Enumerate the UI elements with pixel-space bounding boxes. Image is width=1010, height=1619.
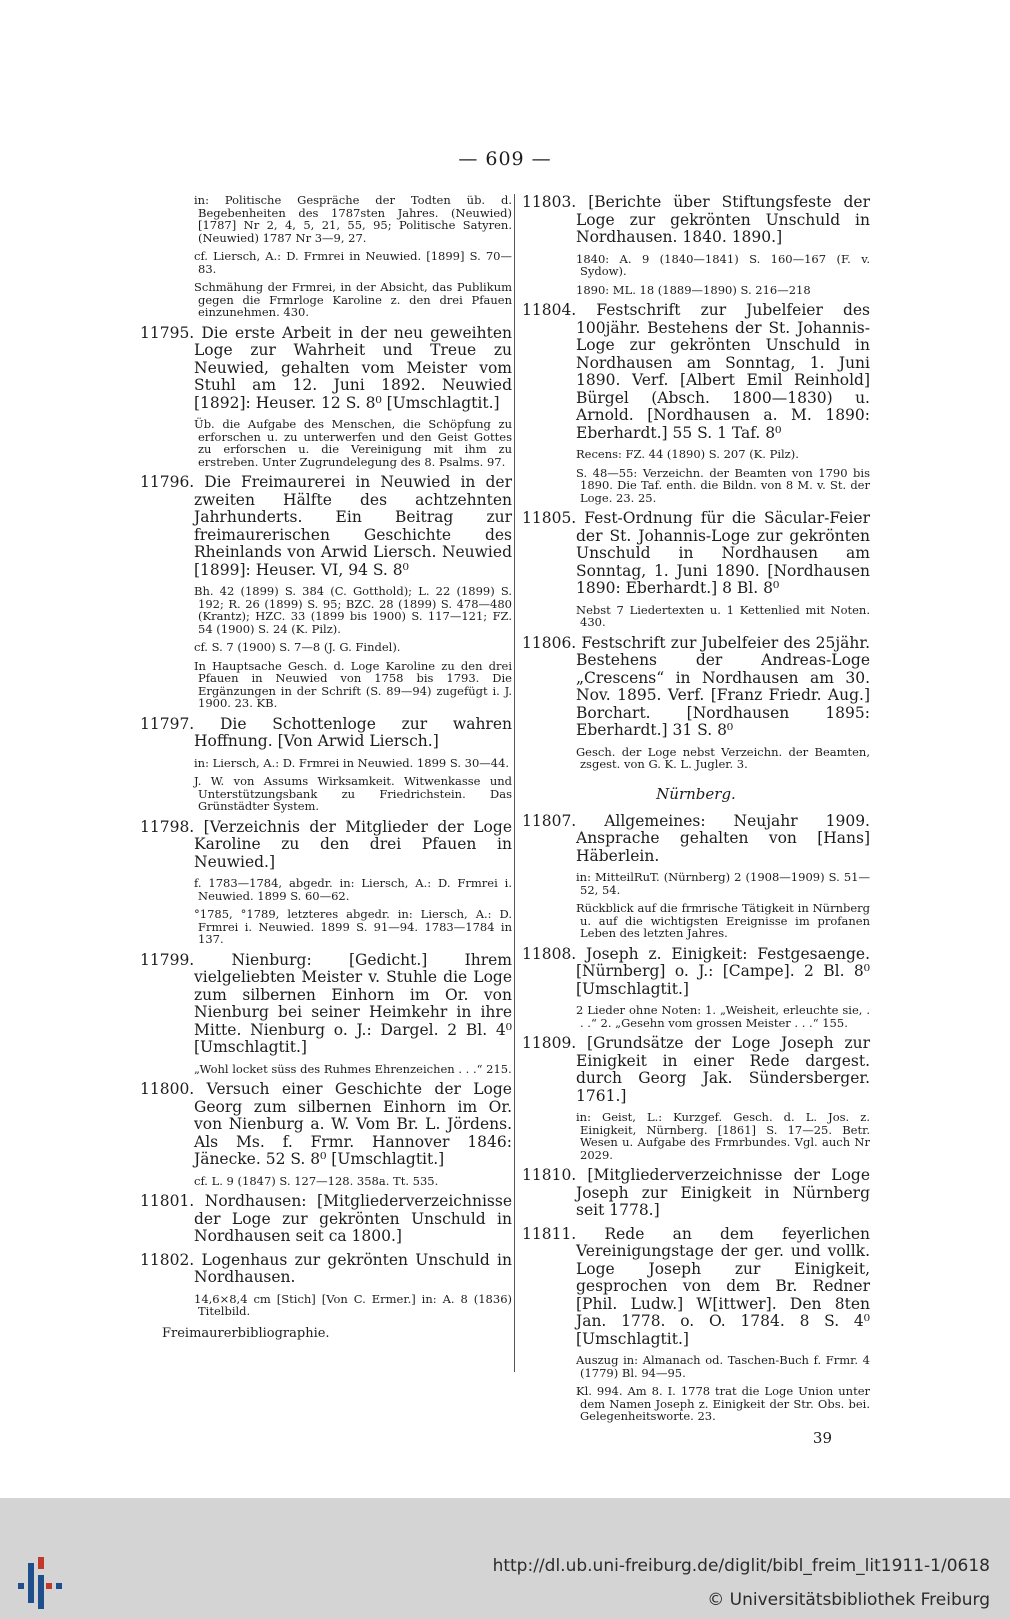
entry-annotation: „Wohl locket süss des Ruhmes Ehrenzeichen . . .“ 215.: [194, 1061, 512, 1076]
bibliography-entry: 11803. [Berichte über Stiftungsfeste der Loge zur gekrönten Unschuld in Nordhausen. 1840. 1890.]: [522, 193, 870, 246]
entry-annotation: Rückblick auf die frmrische Tätigkeit in Nürnberg u. auf die wichtigsten Ereignisse im profanen Leben des letzten Jahres.: [576, 901, 870, 940]
entry-annotation: Schmähung der Frmrei, in der Absicht, das Publikum gegen die Frmrloge Karoline z. den drei Pfauen einzunehmen. 430.: [194, 280, 512, 319]
entry-annotation: in: Politische Gespräche der Todten üb. d. Begebenheiten des 1787sten Jahres. (Neuwied) [1787] Nr 2, 4, 5, 21, 55, 95; Politische Satyren. (Neuwied) 1787 Nr 3—9, 27.: [194, 193, 512, 245]
bibliography-entry: 11796. Die Freimaurerei in Neuwied in der zweiten Hälfte des achtzehnten Jahrhunderts. Ein Beitrag zur freimaurerischen Geschichte des Rheinlands von Arwid Liersch. Neuwied [1899]: Heuser. VI, 94 S. 8⁰: [140, 473, 512, 579]
copyright-notice: © Universitätsbibliothek Freiburg: [707, 1590, 990, 1610]
entry-annotation: 14,6×8,4 cm [Stich] [Von C. Ermer.] in: A. 8 (1836) Titelbild.: [194, 1291, 512, 1318]
entry-annotation: °1785, °1789, letzteres abgedr. in: Liersch, A.: D. Frmrei i. Neuwied. 1899 S. 91—94. 1783—1784 in 137.: [194, 907, 512, 946]
entry-annotation: Kl. 994. Am 8. I. 1778 trat die Loge Union unter dem Namen Joseph z. Einigkeit der Str. Obs. bei. Gelegenheitsworte. 23.: [576, 1384, 870, 1423]
bibliography-entry: 11804. Festschrift zur Jubelfeier des 100jähr. Bestehens der St. Johannis-Loge zur gekrönten Unschuld in Nordhausen am Sonntag, 1. Juni 1890. Verf. [Albert Emil Reinhold] Bürgel (Absch. 1800—1830) u. Arnold. [Nordhausen a. M. 1890: Eberhardt.] 55 S. 1 Taf. 8⁰: [522, 301, 870, 442]
entry-annotation: S. 48—55: Verzeichn. der Beamten von 1790 bis 1890. Die Taf. enth. die Bildn. von 8 M. v. St. der Loge. 23. 25.: [576, 465, 870, 505]
bibliography-entry: 11800. Versuch einer Geschichte der Loge Georg zum silbernen Einhorn im Or. von Nienburg a. W. Vom Br. L. Jördens. Als Ms. f. Frmr. Hannover 1846: Jänecke. 52 S. 8⁰ [Umschlagtit.]: [140, 1080, 512, 1168]
bibliography-entry: 11808. Joseph z. Einigkeit: Festgesaenge. [Nürnberg] o. J.: [Campe]. 2 Bl. 8⁰ [Umschlagtit.]: [522, 944, 870, 998]
entry-annotation: 1840: A. 9 (1840—1841) S. 160—167 (F. v. Sydow).: [576, 251, 870, 278]
right-column: [522, 194, 870, 1447]
bibliography-entry: 11811. Rede an dem feyerlichen Vereinigungstage der ger. und vollk. Loge Joseph zur Einigkeit, gesprochen von dem Br. Redner [Phil. Ludw.] W[ittwer]. Den 8ten Jan. 1778. o. O. 1784. 8 S. 4⁰ [Umschlagtit.]: [522, 1224, 870, 1348]
column-divider: [514, 194, 515, 1372]
bibliography-entry: 11810. [Mitgliederverzeichnisse der Loge Joseph zur Einigkeit in Nürnberg seit 1778.]: [522, 1166, 870, 1219]
bibliography-entry: 11806. Festschrift zur Jubelfeier des 25jähr. Bestehens der Andreas-Loge „Crescens“ in Nordhausen am 30. Nov. 1895. Verf. [Franz Friedr. Aug.] Borchart. [Nordhausen 1895: Eberhardt.] 31 S. 8⁰: [522, 633, 870, 739]
entry-annotation: Nebst 7 Liedertexten u. 1 Kettenlied mit Noten. 430.: [576, 602, 870, 629]
entry-annotation: Gesch. der Loge nebst Verzeichn. der Beamten, zsgest. von G. K. L. Jugler. 3.: [576, 744, 870, 771]
entry-annotation: in: Geist, L.: Kurzgef. Gesch. d. L. Jos. z. Einigkeit, Nürnberg. [1861] S. 17—25. Betr. Wesen u. Aufgabe des Frmrbundes. Vgl. auch Nr 2029.: [576, 1110, 870, 1162]
entry-annotation: Auszug in: Almanach od. Taschen-Buch f. Frmr. 4 (1779) Bl. 94—95.: [576, 1353, 870, 1380]
bibliography-entry: 11802. Logenhaus zur gekrönten Unschuld in Nordhausen.: [140, 1250, 512, 1286]
bibliography-entry: 11807. Allgemeines: Neujahr 1909. Ansprache gehalten von [Hans] Häberlein.: [522, 811, 870, 865]
signature-mark: Freimaurerbibliographie.: [162, 1325, 330, 1341]
bibliography-entry: 11799. Nienburg: [Gedicht.] Ihrem vielgeliebten Meister v. Stuhle die Loge zum silbernen Einhorn im Or. von Nienburg bei seiner Heimkehr in ihre Mitte. Nienburg o. J.: Dargel. 2 Bl. 4⁰ [Umschlagtit.]: [140, 950, 512, 1056]
bibliography-entry: 11795. Die erste Arbeit in der neu geweihten Loge zur Wahrheit und Treue zu Neuwied, gehalten vom Meister vom Stuhl am 12. Juni 1892. Neuwied [1892]: Heuser. 12 S. 8⁰ [Umschlagtit.]: [140, 323, 512, 412]
document-url-link[interactable]: http://dl.ub.uni-freiburg.de/diglit/bibl_freim_lit1911-1/0618: [492, 1556, 990, 1576]
entry-annotation: in: Liersch, A.: D. Frmrei in Neuwied. 1899 S. 30—44.: [194, 755, 510, 770]
entry-annotation: in: MitteilRuT. (Nürnberg) 2 (1908—1909) S. 51—52, 54.: [576, 870, 870, 897]
bibliography-entry: 11798. [Verzeichnis der Mitglieder der Loge Karoline zu den drei Pfauen in Neuwied.]: [140, 817, 512, 871]
bibliography-entry: 11797. Die Schottenloge zur wahren Hoffnung. [Von Arwid Liersch.]: [140, 714, 512, 750]
bibliography-entry: 11801. Nordhausen: [Mitgliederverzeichnisse der Loge zur gekrönten Unschuld in Nordhausen seit ca 1800.]: [140, 1192, 512, 1245]
entry-annotation: cf. L. 9 (1847) S. 127—128. 358a. Tt. 535.: [194, 1173, 439, 1188]
bibliography-entry: 11805. Fest-Ordnung für die Säcular-Feier der St. Johannis-Loge zur gekrönten Unschuld in Nordhausen am Sonntag, 1. Juni 1890. [Nordhausen 1890: Eberhardt.] 8 Bl. 8⁰: [522, 509, 870, 597]
bibliography-entry: 11809. [Grundsätze der Loge Joseph zur Einigkeit in einer Rede dargest. durch Georg Jak. Sündersberger. 1761.]: [522, 1034, 870, 1105]
entry-annotation: In Hauptsache Gesch. d. Loge Karoline zu den drei Pfauen in Neuwied von 1758 bis 1793. Die Ergänzungen in der Schrift (S. 89—94) zugefügt i. J. 1900. 23. KB.: [194, 658, 512, 710]
entry-annotation: cf. Liersch, A.: D. Frmrei in Neuwied. [1899] S. 70—83.: [194, 249, 512, 276]
entry-annotation: Üb. die Aufgabe des Menschen, die Schöpfung zu erforschen u. zu unterwerfen und den Geist Gottes zu erforschen u. die Vereinigung mit ihm zu erstreben. Unter Zugrundelegung des 8. Psalms. 97.: [194, 417, 512, 469]
entry-annotation: J. W. von Assums Wirksamkeit. Witwenkasse und Unterstützungsbank zu Friedrichstein. Das Grünstädter System.: [194, 774, 512, 813]
section-heading: Nürnberg.: [656, 784, 736, 803]
entry-annotation: f. 1783—1784, abgedr. in: Liersch, A.: D. Frmrei i. Neuwied. 1899 S. 60—62.: [194, 876, 512, 903]
entry-annotation: cf. S. 7 (1900) S. 7—8 (J. G. Findel).: [194, 640, 401, 654]
entry-annotation: Recens: FZ. 44 (1890) S. 207 (K. Pilz).: [576, 447, 799, 461]
sheet-number: 39: [812, 1428, 832, 1447]
entry-annotation: Bh. 42 (1899) S. 384 (C. Gotthold); L. 22 (1899) S. 192; R. 26 (1899) S. 95; BZC. 28 (1899) S. 478—480 (Krantz); HZC. 33 (1899 bis 1900) S. 117—121; FZ. 54 (1900) S. 24 (K. Pilz).: [194, 584, 512, 636]
left-column: [140, 194, 512, 1341]
university-library-logo-icon: [16, 1553, 64, 1611]
page-number: — 609 —: [458, 148, 552, 170]
entry-annotation: 2 Lieder ohne Noten: 1. „Weisheit, erleuchte sie, . . .“ 2. „Gesehn vom grossen Meister . . .“ 155.: [576, 1003, 870, 1030]
entry-annotation: 1890: ML. 18 (1889—1890) S. 216—218: [576, 282, 811, 297]
